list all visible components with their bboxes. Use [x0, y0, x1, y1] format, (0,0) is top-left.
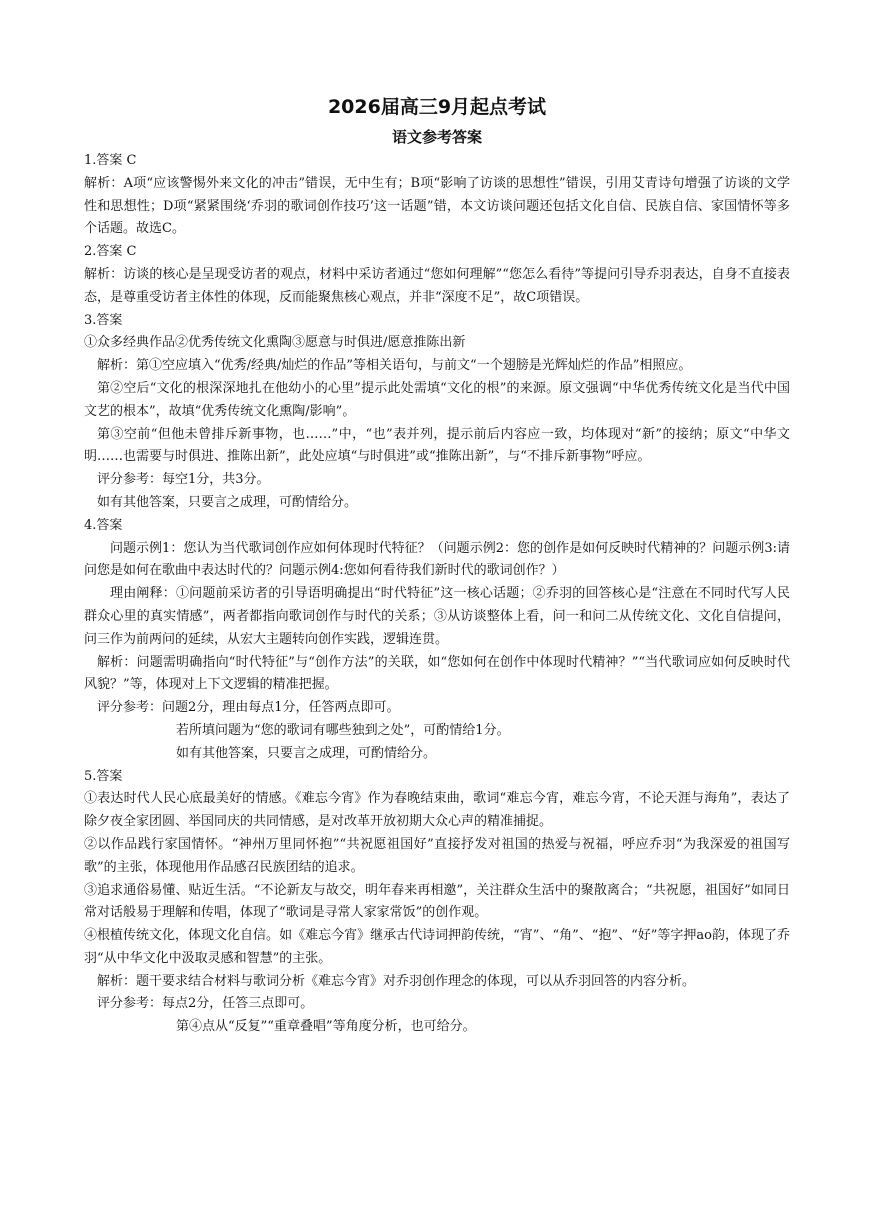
q2-answer-heading: 2.答案 C: [84, 244, 137, 260]
page-title: 2026届高三9月起点考试: [327, 96, 547, 118]
q3-analysis-1: 解析：第①空应填入“优秀/经典/灿烂的作品”等相关语句，与前文“一个翅膀是光辉灿烂的作品”相照应。: [97, 358, 692, 374]
q1-answer-heading: 1.答案 C: [84, 153, 137, 168]
q3-analysis-2: 第②空后“文化的根深深地扎在他幼小的心里”提示此处需填“文化的根”的来源。原文强调“中华优秀传统文化是当代中国文艺的根本”，故填“优秀传统文化熏陶/影响”。: [84, 380, 790, 419]
answer-document: [84, 93, 790, 1039]
q5-point-4: ④根植传统文化，体现文化自信。如《难忘今宵》继承古代诗词押韵传统，“宵”、“角”、“抱”、“好”等字押ao韵，体现了乔羽“从中华文化中汲取灵感和智慧”的主张。: [84, 928, 790, 966]
q3-analysis-3: 第③空前“但他未曾排斥新事物，也……”中，“也”表并列，提示前后内容应一致，均体现对“新”的接纳；原文“中华文明……也需要与时俱进、推陈出新”，此处应填“与时俱进”或“推陈出新”，与“不排斥新事物”呼应。: [84, 426, 790, 465]
q3-answer: ①众多经典作品②优秀传统文化熏陶③愿意与时俱进/愿意推陈出新: [84, 335, 466, 351]
question-5: [84, 766, 790, 1040]
question-2: [84, 241, 790, 309]
q3-other: 如有其他答案，只要言之成理，可酌情给分。: [97, 494, 358, 510]
q5-score: 评分参考：每点2分，任答三点即可。: [97, 996, 314, 1012]
q5-answer-heading: 5.答案: [84, 768, 123, 784]
q5-point-3: ③追求通俗易懂、贴近生活。“不论新友与故交，明年春来再相邀”，关注群众生活中的聚散离合；“共祝愿，祖国好”如同日常对话般易于理解和传唱，体现了“歌词是寻常人家家常饭”的创作观。: [84, 882, 790, 921]
question-4: [84, 515, 790, 766]
q3-answer-heading: 3.答案: [84, 312, 123, 328]
q5-point-1: ①表达时代人民心底最美好的情感。《难忘今宵》作为春晚结束曲，歌词“难忘今宵，难忘今宵，不论天涯与海角”，表达了除夕夜全家团圆、举国同庆的共同情感，是对改革开放初期大众心声的精准捕捉。: [84, 791, 790, 830]
q5-analysis: 解析：题干要求结合材料与歌词分析《难忘今宵》对乔羽创作理念的体现，可以从乔羽回答的内容分析。: [97, 973, 696, 989]
q4-example: 问题示例1：您认为当代歌词创作应如何体现时代特征？（问题示例2：您的创作是如何反映时代精神的？问题示例3:请问您是如何在歌曲中表达时代的？问题示例4:您如何看待我们新时代的歌词创作？）: [84, 540, 790, 579]
q2-analysis: 解析：访谈的核心是呈现受访者的观点，材料中采访者通过“您如何理解”“您怎么看待”等提问引导乔羽表达，自身不直接表态，是尊重受访者主体性的体现，反而能聚焦核心观点，并非“深度不足”，故C项错误。: [84, 266, 790, 305]
q4-note-1: 若所填问题为“您的歌词有哪些独到之处”，可酌情给1分。: [176, 722, 510, 738]
page-subtitle: 语文参考答案: [391, 128, 482, 146]
q5-note: 第④点从“反复”“重章叠唱”等角度分析，也可给分。: [176, 1019, 476, 1035]
question-3: [84, 310, 790, 515]
q3-score: 评分参考：每空1分，共3分。: [97, 472, 270, 488]
q4-score: 评分参考：问题2分，理由每点1分，任答两点即可。: [97, 700, 400, 716]
q4-reason: 理由阐释：①问题前采访者的引导语明确提出“时代特征”这一核心话题；②乔羽的回答核心是“注意在不同时代写人民群众心里的真实情感”，两者都指向歌词创作与时代的关系；③从访谈整体上看，问一和问二从传统文化、文化自信提问，问三作为前两问的延续，从宏大主题转向创作实践，逻辑连贯。: [84, 586, 790, 647]
q5-point-2: ②以作品践行家国情怀。“神州万里同怀抱”“共祝愿祖国好”直接抒发对祖国的热爱与祝福，呼应乔羽“为我深爱的祖国写歌”的主张，体现他用作品感召民族团结的追求。: [84, 836, 790, 875]
q1-analysis: 解析：A项“应该警惕外来文化的冲击”错误，无中生有；B项“影响了访谈的思想性”错误，引用艾青诗句增强了访谈的文学性和思想性；D项“紧紧围绕‘乔羽的歌词创作技巧’这一话题”错，本文访谈问题还包括文化自信、民族自信、家国情怀等多个话题。故选C。: [84, 175, 790, 237]
question-1: [84, 150, 790, 241]
q4-note-2: 如有其他答案，只要言之成理，可酌情给分。: [176, 745, 437, 761]
q4-analysis: 解析：问题需明确指向“时代特征”与“创作方法”的关联，如“您如何在创作中体现时代精神？”“当代歌词应如何反映时代风貌？”等，体现对上下文逻辑的精准把握。: [84, 654, 790, 693]
q4-answer-heading: 4.答案: [84, 517, 123, 533]
